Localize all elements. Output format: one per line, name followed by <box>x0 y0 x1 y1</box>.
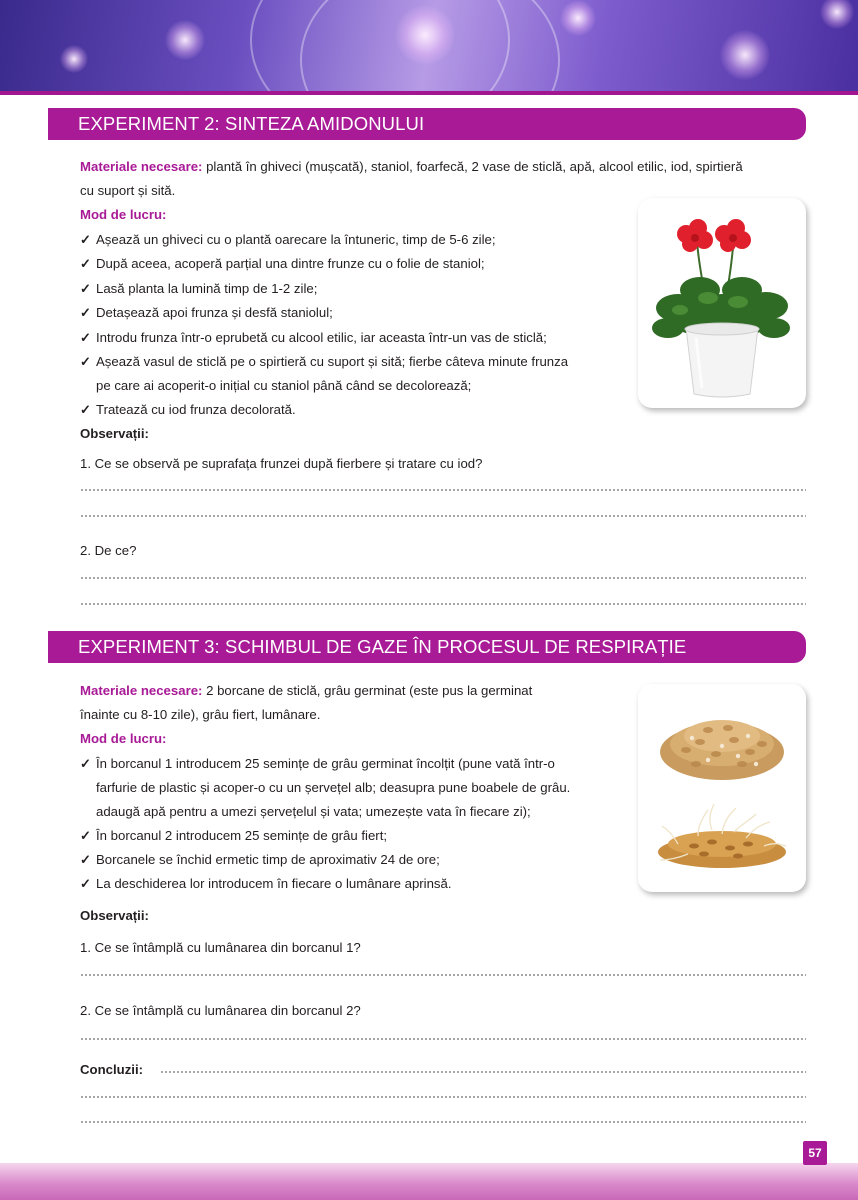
bottom-band <box>0 1163 858 1200</box>
check-icon: ✓ <box>80 232 92 247</box>
experiment2-step-5: ✓ Introdu frunza într-o eprubetă cu alcool etilic, iar aceasta într-un vas de sticlă; <box>80 326 547 351</box>
experiment2-step-6-cont: pe care ai acoperit-o inițial cu staniol până când se decolorează; <box>96 378 472 393</box>
wheat-illustration <box>638 684 806 892</box>
geranium-illustration <box>638 198 806 408</box>
answer-line[interactable] <box>80 1121 806 1123</box>
check-icon: ✓ <box>80 402 92 417</box>
experiment3-question-2: 2. Ce se întâmplă cu lumânarea din borcanul 2? <box>80 1003 361 1018</box>
page-number: 57 <box>803 1141 827 1165</box>
experiment3-step-1-cont2: adaugă apă pentru a umezi șervețelul și vata; umezește vata în fiecare zi); <box>96 804 531 819</box>
experiment3-observations-label: Observații: <box>80 908 149 923</box>
experiment2-step-6: ✓ Așează vasul de sticlă pe o spirtieră cu suport și sită; fierbe câteva minute frunza <box>80 350 568 375</box>
experiment2-step-1: ✓ Așează un ghiveci cu o plantă oarecare la întuneric, timp de 5-6 zile; <box>80 228 496 253</box>
top-rule <box>0 91 858 95</box>
answer-line[interactable] <box>80 1096 806 1098</box>
answer-line[interactable] <box>80 603 806 605</box>
experiment3-materials <box>80 679 532 704</box>
answer-line[interactable] <box>160 1071 806 1073</box>
experiment3-header <box>48 631 806 663</box>
experiment3-step-4: ✓ La deschiderea lor introducem în fiecare o lumânare aprinsă. <box>80 872 452 897</box>
experiment3-step-1: ✓ În borcanul 1 introducem 25 semințe de grâu germinat încolțit (pune vată într-o <box>80 752 555 777</box>
answer-line[interactable] <box>80 489 806 491</box>
check-icon: ✓ <box>80 828 92 843</box>
experiment2-materials <box>80 155 743 180</box>
geranium-photo <box>638 198 806 408</box>
check-icon: ✓ <box>80 876 92 891</box>
experiment2-step-2: ✓ După aceea, acoperă parțial una dintre frunze cu o folie de staniol; <box>80 252 485 277</box>
materials-label: Materiale necesare: <box>80 683 203 698</box>
answer-line[interactable] <box>80 577 806 579</box>
check-icon: ✓ <box>80 852 92 867</box>
check-icon: ✓ <box>80 281 92 296</box>
check-icon: ✓ <box>80 354 92 369</box>
check-icon: ✓ <box>80 305 92 320</box>
top-banner <box>0 0 858 93</box>
experiment3-question-1: 1. Ce se întâmplă cu lumânarea din borcanul 1? <box>80 940 361 955</box>
answer-line[interactable] <box>80 974 806 976</box>
check-icon: ✓ <box>80 330 92 345</box>
experiment3-step-3: ✓ Borcanele se închid ermetic timp de aproximativ 24 de ore; <box>80 848 440 873</box>
experiment2-title: EXPERIMENT 2: SINTEZA AMIDONULUI <box>78 113 425 134</box>
materials-label: Materiale necesare: <box>80 159 203 174</box>
experiment2-question-2: 2. De ce? <box>80 543 137 558</box>
materials-text: 2 borcane de sticlă, grâu germinat (este pus la germinat <box>202 683 533 698</box>
experiment3-step-2: ✓ În borcanul 2 introducem 25 semințe de grâu fiert; <box>80 824 387 849</box>
experiment3-title: EXPERIMENT 3: SCHIMBUL DE GAZE ÎN PROCESUL DE RESPIRAȚIE <box>78 636 687 657</box>
answer-line[interactable] <box>80 1038 806 1040</box>
experiment2-question-1: 1. Ce se observă pe suprafața frunzei după fierbere și tratare cu iod? <box>80 456 483 471</box>
experiment2-step-3: ✓ Lasă planta la lumină timp de 1-2 zile; <box>80 277 317 302</box>
experiment2-observations-label: Observații: <box>80 426 149 441</box>
check-icon: ✓ <box>80 256 92 271</box>
experiment2-header <box>48 108 806 140</box>
experiment2-step-7: ✓ Tratează cu iod frunza decolorată. <box>80 398 296 423</box>
experiment3-method-label: Mod de lucru: <box>80 731 167 746</box>
experiment2-materials-cont: cu suport și sită. <box>80 183 176 198</box>
experiment2-method-label: Mod de lucru: <box>80 207 167 222</box>
check-icon: ✓ <box>80 756 92 771</box>
experiment3-step-1-cont: farfurie de plastic și acoper-o cu un șervețel alb; deasupra pune boabele de grâu. <box>96 780 571 795</box>
experiment3-conclusions-label: Concluzii: <box>80 1062 144 1077</box>
materials-text: plantă în ghiveci (mușcată), staniol, foarfecă, 2 vase de sticlă, apă, alcool etilic, iod, spirtieră <box>202 159 743 174</box>
wheat-photo <box>638 684 806 892</box>
experiment2-step-4: ✓ Detașează apoi frunza și desfă staniolul; <box>80 301 333 326</box>
answer-line[interactable] <box>80 515 806 517</box>
experiment3-materials-cont: înainte cu 8-10 zile), grâu fiert, lumânare. <box>80 707 321 722</box>
